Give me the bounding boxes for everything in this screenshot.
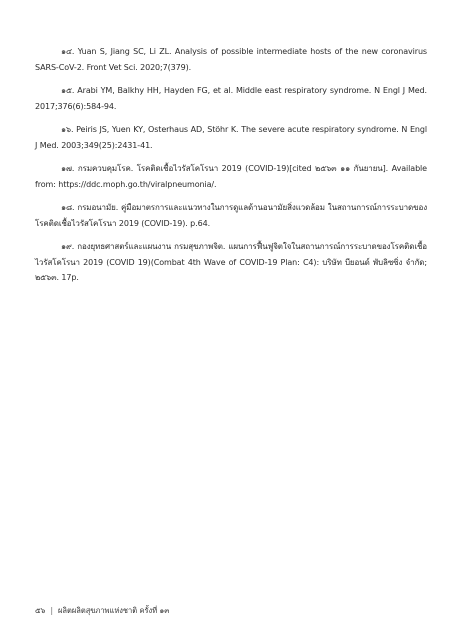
reference-item: ๑๙. กองยุทธศาสตร์และแผนงาน กรมสุขภาพจิต. แผนการฟื้นฟูจิตใจในสถานการณ์การระบาดของโรคติดเชื้อไวรัสโคโรนา 2019 (COVID 19)(Combat 4th Wave of COVID-19 Plan: C4): บริษัท บียอนด์ พับลิซซิ่ง จำกัด; ๒๕๖๓. 17p. xyxy=(35,242,427,282)
reference-item: ๑๘. กรมอนามัย. คู่มือมาตรการและแนวทางในการดูแลด้านอนามัยสิ่งแวดล้อม ในสถานการณ์การระบาดของโรคติดเชื้อไวรัสโคโรนา 2019 (COVID-19). p.64. xyxy=(35,203,427,228)
reference-list xyxy=(35,44,427,294)
page-footer xyxy=(35,605,169,617)
reference-item: ๑๗. กรมควบคุมโรค. โรคติดเชื้อไวรัสโคโรนา 2019 (COVID-19)[cited ๒๕๖๓ ๑๑ กันยายน]. Available from: https://ddc.moph.go.th/viralpneumonia/. xyxy=(35,164,427,189)
footer-separator: | xyxy=(50,606,53,615)
reference-item: ๑๔. Yuan S, Jiang SC, Li ZL. Analysis of possible intermediate hosts of the new coronavirus SARS-CoV-2. Front Vet Sci. 2020;7(379). xyxy=(35,47,427,72)
publication-title: ผลิตผลิตสุขภาพแห่งชาติ ครั้งที่ ๑๓ xyxy=(57,606,170,615)
reference-item: ๑๕. Arabi YM, Balkhy HH, Hayden FG, et al. Middle east respiratory syndrome. N Engl J Med. 2017;376(6):584-94. xyxy=(35,86,427,111)
reference-item: ๑๖. Peiris JS, Yuen KY, Osterhaus AD, Stöhr K. The severe acute respiratory syndrome. N Engl J Med. 2003;349(25):2431-41. xyxy=(35,125,427,150)
page-number: ๕๖ xyxy=(35,606,46,615)
